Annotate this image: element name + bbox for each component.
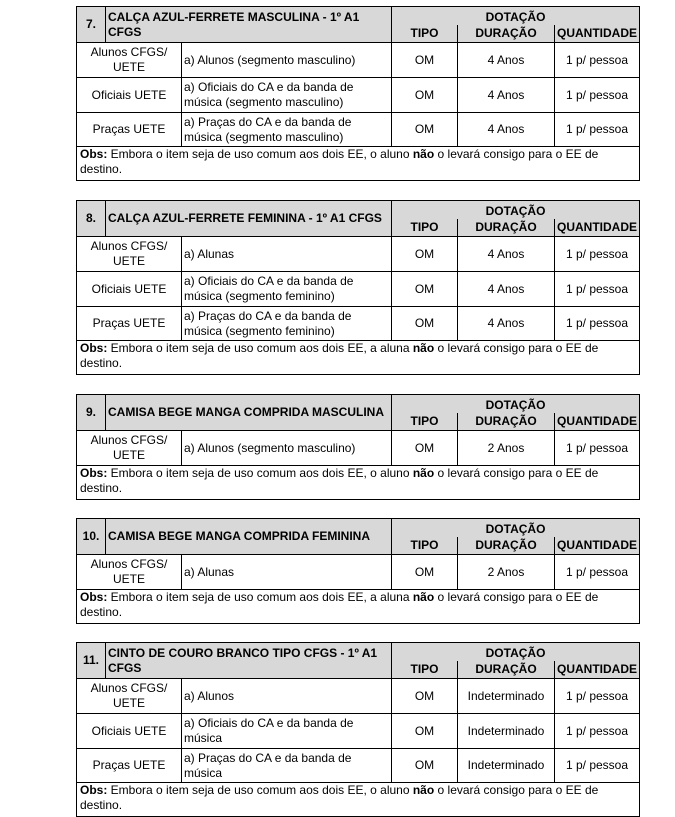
tipo-cell: OM xyxy=(392,307,458,341)
table-row xyxy=(77,272,640,307)
duracao-cell: 4 Anos xyxy=(458,78,555,113)
description-cell: a) Praças do CA e da banda de música (segmento masculino) xyxy=(182,113,392,147)
obs-text: Embora o item seja de uso comum aos dois EE, o aluno xyxy=(107,783,413,797)
duracao-header: DURAÇÃO xyxy=(458,25,555,43)
obs-text-end: o levará consigo para o EE de destino. xyxy=(80,466,599,495)
dotacao-header: DOTAÇÃO xyxy=(392,643,640,661)
item-table-9 xyxy=(76,394,639,500)
table-row xyxy=(77,237,640,272)
obs-text: Embora o item seja de uso comum aos dois EE, a aluna xyxy=(107,590,413,604)
description-cell: a) Alunos (segmento masculino) xyxy=(182,43,392,78)
tipo-cell: OM xyxy=(392,78,458,113)
quantidade-header: QUANTIDADE xyxy=(555,413,640,431)
quantidade-cell: 1 p/ pessoa xyxy=(555,431,640,466)
dotacao-header: DOTAÇÃO xyxy=(392,7,640,25)
group-cell: Oficiais UETE xyxy=(77,272,182,307)
obs-text: Embora o item seja de uso comum aos dois EE, a aluna xyxy=(107,341,413,355)
obs-label: Obs: xyxy=(80,590,108,604)
quantidade-cell: 1 p/ pessoa xyxy=(555,714,640,749)
description-cell: a) Alunas xyxy=(182,237,392,272)
duracao-header: DURAÇÃO xyxy=(458,661,555,679)
duracao-cell: 4 Anos xyxy=(458,237,555,272)
table-row xyxy=(77,43,640,78)
group-cell: Alunos CFGS/ UETE xyxy=(77,43,182,78)
obs-emphasis: não xyxy=(412,147,435,161)
description-cell: a) Oficiais do CA e da banda de música (segmento masculino) xyxy=(182,78,392,113)
table-row xyxy=(77,679,640,714)
obs-note xyxy=(77,590,640,624)
quantidade-cell: 1 p/ pessoa xyxy=(555,113,640,147)
obs-note xyxy=(77,466,640,500)
quantidade-header: QUANTIDADE xyxy=(555,25,640,43)
item-number: 10. xyxy=(77,519,106,555)
tipo-cell: OM xyxy=(392,431,458,466)
duracao-header: DURAÇÃO xyxy=(458,219,555,237)
obs-note xyxy=(77,783,640,817)
item-number: 11. xyxy=(77,643,106,679)
quantidade-cell: 1 p/ pessoa xyxy=(555,307,640,341)
item-title: CAMISA BEGE MANGA COMPRIDA FEMININA xyxy=(106,519,392,555)
obs-note xyxy=(77,341,640,375)
tipo-header: TIPO xyxy=(392,219,458,237)
tipo-cell: OM xyxy=(392,714,458,749)
group-cell: Alunos CFGS/ UETE xyxy=(77,679,182,714)
description-cell: a) Praças do CA e da banda de música (segmento feminino) xyxy=(182,307,392,341)
obs-text-end: o levará consigo para o EE de destino. xyxy=(80,590,599,619)
tipo-header: TIPO xyxy=(392,661,458,679)
obs-row xyxy=(77,341,640,375)
description-cell: a) Alunas xyxy=(182,555,392,590)
item-title: CALÇA AZUL-FERRETE MASCULINA - 1º A1 CFGS xyxy=(106,7,392,43)
quantidade-cell: 1 p/ pessoa xyxy=(555,43,640,78)
duracao-cell: 2 Anos xyxy=(458,555,555,590)
obs-text: Embora o item seja de uso comum aos dois EE, o aluno xyxy=(107,147,413,161)
item-title: CAMISA BEGE MANGA COMPRIDA MASCULINA xyxy=(106,395,392,431)
obs-row xyxy=(77,466,640,500)
quantidade-header: QUANTIDADE xyxy=(555,661,640,679)
table-row xyxy=(77,307,640,341)
tipo-header: TIPO xyxy=(392,413,458,431)
item-title: CINTO DE COURO BRANCO TIPO CFGS - 1º A1 CFGS xyxy=(106,643,392,679)
obs-emphasis: não xyxy=(412,466,435,480)
obs-text-end: o levará consigo para o EE de destino. xyxy=(80,341,599,370)
obs-row xyxy=(77,147,640,181)
item-title: CALÇA AZUL-FERRETE FEMININA - 1º A1 CFGS xyxy=(106,201,392,237)
group-cell: Praças UETE xyxy=(77,113,182,147)
quantidade-cell: 1 p/ pessoa xyxy=(555,749,640,783)
description-cell: a) Oficiais do CA e da banda de música xyxy=(182,714,392,749)
group-cell: Alunos CFGS/ UETE xyxy=(77,555,182,590)
group-cell: Praças UETE xyxy=(77,307,182,341)
duracao-cell: 4 Anos xyxy=(458,43,555,78)
table-row xyxy=(77,78,640,113)
duracao-header: DURAÇÃO xyxy=(458,537,555,555)
description-cell: a) Alunos (segmento masculino) xyxy=(182,431,392,466)
obs-emphasis: não xyxy=(412,590,435,604)
tipo-cell: OM xyxy=(392,272,458,307)
table-row xyxy=(77,431,640,466)
obs-label: Obs: xyxy=(80,466,108,480)
item-table-11 xyxy=(76,642,639,817)
quantidade-cell: 1 p/ pessoa xyxy=(555,237,640,272)
quantidade-header: QUANTIDADE xyxy=(555,219,640,237)
item-table-10 xyxy=(76,518,639,624)
obs-label: Obs: xyxy=(80,341,108,355)
table-row xyxy=(77,714,640,749)
duracao-cell: Indeterminado xyxy=(458,749,555,783)
tipo-cell: OM xyxy=(392,237,458,272)
group-cell: Oficiais UETE xyxy=(77,714,182,749)
description-cell: a) Alunos xyxy=(182,679,392,714)
dotacao-header: DOTAÇÃO xyxy=(392,395,640,413)
quantidade-cell: 1 p/ pessoa xyxy=(555,78,640,113)
item-number: 8. xyxy=(77,201,106,237)
dotacao-header: DOTAÇÃO xyxy=(392,519,640,537)
obs-text: Embora o item seja de uso comum aos dois EE, o aluno xyxy=(107,466,413,480)
table-row xyxy=(77,749,640,783)
duracao-cell: Indeterminado xyxy=(458,714,555,749)
description-cell: a) Praças do CA e da banda de música xyxy=(182,749,392,783)
obs-emphasis: não xyxy=(412,783,435,797)
tipo-header: TIPO xyxy=(392,25,458,43)
quantidade-cell: 1 p/ pessoa xyxy=(555,555,640,590)
quantidade-cell: 1 p/ pessoa xyxy=(555,272,640,307)
group-cell: Alunos CFGS/ UETE xyxy=(77,237,182,272)
duracao-cell: 4 Anos xyxy=(458,113,555,147)
duracao-cell: 4 Anos xyxy=(458,272,555,307)
tipo-cell: OM xyxy=(392,679,458,714)
duracao-cell: 4 Anos xyxy=(458,307,555,341)
obs-row xyxy=(77,783,640,817)
group-cell: Alunos CFGS/ UETE xyxy=(77,431,182,466)
obs-label: Obs: xyxy=(80,783,108,797)
tipo-cell: OM xyxy=(392,43,458,78)
group-cell: Praças UETE xyxy=(77,749,182,783)
obs-text-end: o levará consigo para o EE de destino. xyxy=(80,783,599,812)
dotacao-header: DOTAÇÃO xyxy=(392,201,640,219)
item-number: 9. xyxy=(77,395,106,431)
item-number: 7. xyxy=(77,7,106,43)
duracao-cell: 2 Anos xyxy=(458,431,555,466)
obs-label: Obs: xyxy=(80,147,108,161)
quantidade-header: QUANTIDADE xyxy=(555,537,640,555)
obs-row xyxy=(77,590,640,624)
obs-note xyxy=(77,147,640,181)
item-table-8 xyxy=(76,200,639,375)
item-table-7 xyxy=(76,6,639,181)
duracao-header: DURAÇÃO xyxy=(458,413,555,431)
group-cell: Oficiais UETE xyxy=(77,78,182,113)
tipo-header: TIPO xyxy=(392,537,458,555)
tipo-cell: OM xyxy=(392,113,458,147)
tipo-cell: OM xyxy=(392,555,458,590)
duracao-cell: Indeterminado xyxy=(458,679,555,714)
tipo-cell: OM xyxy=(392,749,458,783)
description-cell: a) Oficiais do CA e da banda de música (segmento feminino) xyxy=(182,272,392,307)
table-row xyxy=(77,113,640,147)
obs-emphasis: não xyxy=(412,341,435,355)
obs-text-end: o levará consigo para o EE de destino. xyxy=(80,147,599,176)
quantidade-cell: 1 p/ pessoa xyxy=(555,679,640,714)
table-row xyxy=(77,555,640,590)
